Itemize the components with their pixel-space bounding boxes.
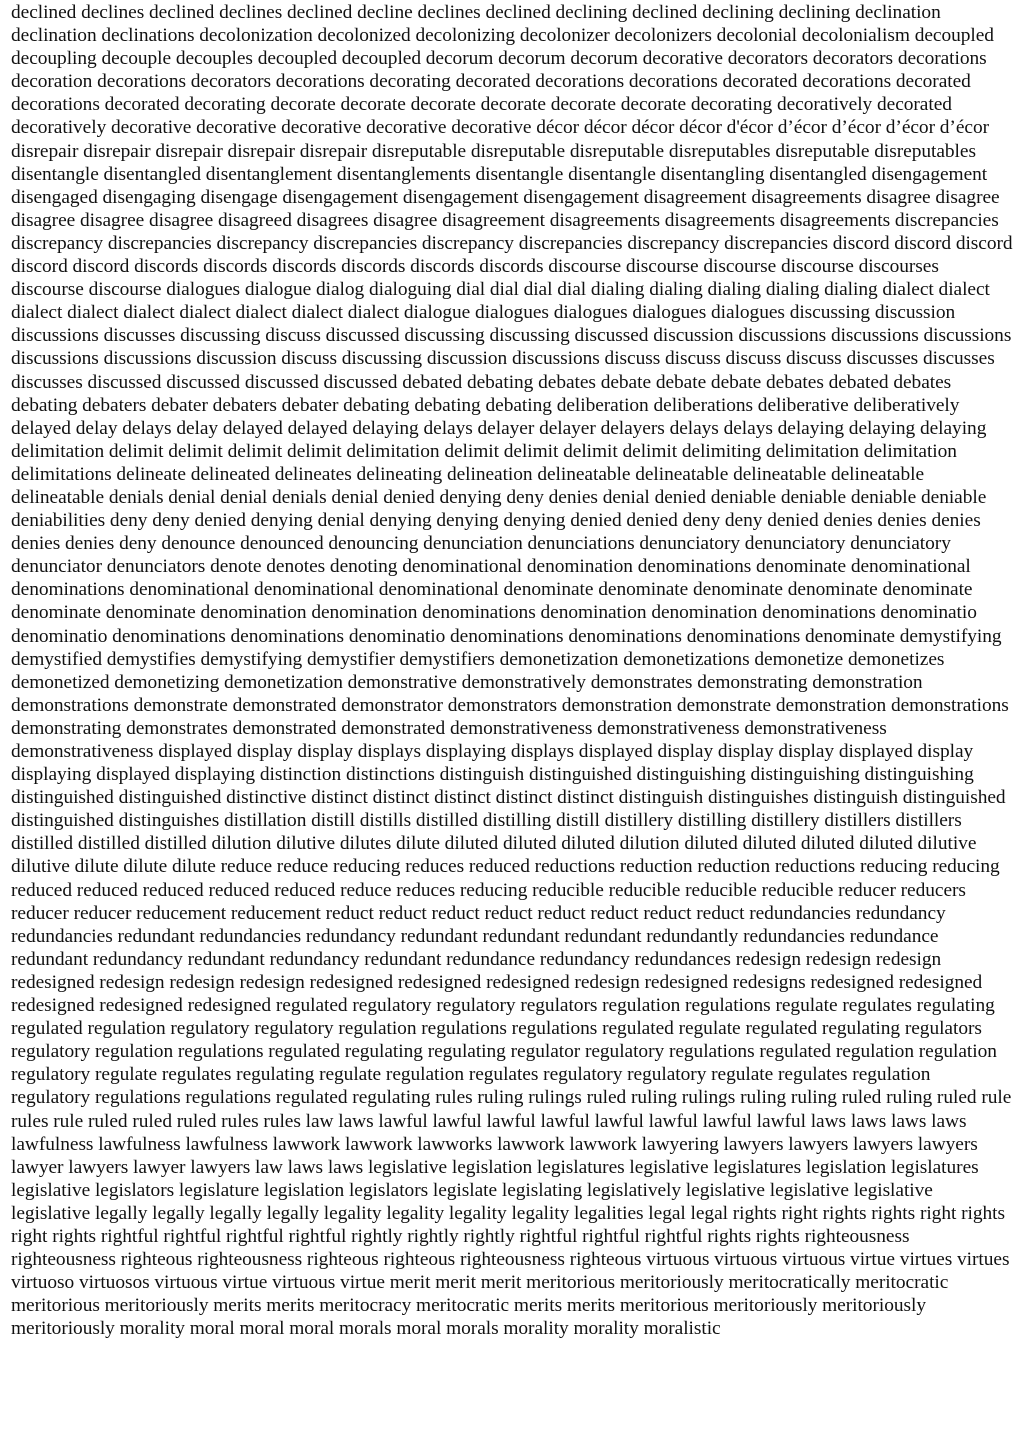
text-line: denunciators denote denotes denoting denominational denomination denominations denominate denominational [106, 556, 971, 578]
text-line: declination declinations decolonization decolonized decolonizing decolonizer decolonizers decolonial decolonialism [11, 25, 910, 47]
text-line: regulated regulating regulators regulatory regulation regulations regulated regulating regulating regulator regulatory [11, 1018, 982, 1063]
text-line: demonstrates demonstrating demonstration demonstrations demonstrate demonstrated demonstrator demonstrators [11, 671, 923, 716]
text-line: discuss discuss discusses discusses discusses discussed discussed discussed discussed debated debating debates debate [11, 348, 995, 393]
text-line: dilutive dilutes dilute diluted diluted diluted dilution diluted diluted diluted diluted dilutive dilutive dilute dilute dilute [11, 833, 977, 878]
text-line: laws laws legislative legislation legislatures legislative legislatures legislation legislatures legislative legislators [11, 1156, 979, 1201]
text-line: lawwork lawworks lawwork lawwork lawyering lawyers lawyers lawyers lawyers lawyer lawyers lawyer lawyers law [11, 1133, 978, 1178]
text-line: denial denied denying deny denies denial denied deniable deniable deniable deniable deniabilities deny deny denied [11, 486, 987, 532]
text-line: denounce denounced denouncing denunciation denunciations denunciatory denunciatory denunciatory denunciator [11, 533, 951, 578]
text-line: regulatory regulatory regulate regulates regulation regulatory regulations regulations regulated regulating rules ruling [11, 1064, 931, 1109]
text-line: demonetizations demonetize demonetizes demonetized demonetizing demonetization demonstrative demonstratively [11, 648, 945, 693]
text-line: redesigned redesigned redesigned redesigned regulated regulatory regulatory regulators regulation regulations regulate [11, 971, 983, 1017]
text-line: disengagement disengagement disagreement disagreements disagree disagree disagree disagree disagree disagreed [11, 186, 1000, 231]
text-line: redundancies redundant redundancies redundancy redundant redundant redundant redundantly redundancies redundance [11, 925, 939, 947]
text-line: dialect dialect dialect dialect dialect dialect dialect dialogue dialogues dialogues dialogues dialogues discussing [11, 302, 870, 324]
text-line: delayer delayers delays delays delaying delaying delaying delimitation delimit delimit delimit delimit delimitation [11, 417, 987, 462]
text-line: rulings ruled ruling rulings ruling ruling ruled ruling ruled rule rules rule ruled ruled ruled rules rules law laws lawful [11, 1087, 1012, 1132]
text-line: disreputable disreputables disreputable disreputables disentangle disentangled disentanglement disentanglements [11, 140, 976, 185]
text-line: denominate denominate denominate denomination denomination denominations denomination denomination [11, 579, 973, 624]
text-line: discussion discussions discusses discussing discuss discussed discussing discussing discussed discussion discussions [11, 302, 956, 347]
text-line: demonstrativeness demonstrativeness demonstrativeness demonstrativeness displayed display display displays displaying [11, 717, 887, 762]
text-line: reducer reducement reducement reduct reduct reduct reduct reduct reduct reduct reduct redundancies redundancy [73, 902, 946, 924]
text-line: discourse dialogues dialogue dialog dialoguing dial dial dial dial dialing dialing dialing dialing dialing dialect dialect [88, 279, 990, 301]
document-body [11, 1, 1014, 1340]
text-line: legally legally legally legality legality legality legality legalities legal legal rights right rights rights right rights right [11, 1202, 1005, 1247]
text-line: disagrees disagree disagreement disagreements disagreements disagreements discrepancies discrepancy discrepancies [11, 209, 999, 254]
text-line: deliberation deliberations deliberative deliberatively delayed delay delays delay delayed delayed delaying delays delayer [11, 394, 960, 439]
text-line: virtues virtues virtuoso virtuosos virtuous virtue virtuous virtue merit merit merit meritorious meritoriously [11, 1249, 1010, 1294]
text-line: denominations denominational denominational denominational denominate denominate denominate denominate [11, 579, 878, 601]
text-line: discrepancy discrepancies discrepancy discrepancies discrepancy discrepancies discord discord discord discord discord [11, 232, 1013, 278]
text-line: reduced reduced reduced reduce reduces reducing reducible reducible reducible reducible reducer reducers reducer [11, 879, 966, 924]
text-line: delimit delimit delimit delimit delimiting delimitation delimitation delimitations delineate delineated delineates [11, 440, 957, 485]
text-line: demonstration demonstrate demonstration demonstrations demonstrating demonstrates demonstrated demonstrated [11, 694, 1009, 739]
text-line: discords discords discords discords discords discords discourse discourse discourse discourse discourses discourse [11, 256, 939, 301]
text-line: denominations denominatio denominatio denominations denominations denominatio denominations denominations [11, 602, 977, 647]
text-line: meritocratically meritocratic meritorious meritoriously merits merits meritocracy meritocratic merits merits meritorious [11, 1272, 949, 1317]
text-line: delineating delineation delineatable delineatable delineatable delineatable delineatable denials denial denial denials [11, 463, 925, 508]
text-line: debate debate debates debated debates debating debaters debater debaters debater debating debating debating [11, 371, 952, 416]
text-line: décor d'écor d’écor d’écor d’écor d’écor disrepair disrepair disrepair disrepair disrepair disreputable disreputable [11, 117, 990, 162]
text-line: distinct distinct distinct distinct distinguish distinguishes distinguish distinguished distinguished distinguishes distillation [11, 787, 1006, 832]
text-line: discussions discussions discussions discussions discussion discuss discussing discussion discussions discuss discuss [11, 325, 1012, 370]
text-line: rights rightful rightful rightful rightful rightly rightly rightly rightful rightful rightful rights rights righteousness [52, 1225, 910, 1247]
text-line: reduce reduce reducing reduces reduced reductions reduction reduction reductions reducing reducing reduced reduced [11, 856, 1000, 901]
text-line: decorated decorations decorated decorations decorated decorating decorate decorate decorate decorate decorate decorate [11, 71, 971, 116]
text-line: disentangle disentangle disentangling disentangled disengagement disengaged disengaging disengage disengagement [11, 163, 988, 208]
text-line: decorators decorations decoration decorations decorators decorations decorating decorated decorations decorations [11, 48, 987, 93]
text-line: displays displayed display display display displayed display displaying displayed displaying distinction distinctions [11, 741, 974, 786]
text-line: righteousness righteous righteousness righteous righteous righteousness righteous virtuous virtuous virtuous virtue [11, 1249, 895, 1271]
text-line: distinguish distinguished distinguishing distinguishing distinguishing distinguished distinguished distinctive distinct [11, 764, 974, 809]
text-line: distill distills distilled distilling distill distillery distilling distillery distillers distillers distilled distilled distilled dilution [11, 810, 962, 855]
text-line: meritoriously meritoriously meritoriously morality moral moral moral morals moral morals morality morality moralistic [11, 1295, 926, 1340]
text-line: legislature legislation legislators legislate legislating legislatively legislative legislative legislative legislative legally [11, 1179, 933, 1224]
text-line: declined declines declined declines declined decline declines declined declining declined declining declining declination [11, 2, 941, 23]
text-line: redundant redundancy redundant redundancy redundant redundance redundancy redundances redesign redesign redesign [11, 948, 942, 970]
text-line: regulates regulating regulated regulation regulatory regulatory regulation regulations regulations regulated regulate [11, 995, 995, 1040]
text-line: regulations regulated regulation regulation regulatory regulate regulates regulating regulate regulation regulates [11, 1041, 997, 1086]
text-line: denying denial denying denying denying denied denied deny deny denied denies denies denies denies denies deny [11, 510, 981, 555]
text-line: decorating decoratively decorated decoratively decorative decorative decorative decorative decorative décor décor décor [11, 94, 952, 139]
text-line: redesigned redesign redesign redesign redesigned redesigned redesigned redesign redesigned redesigns redesigned [11, 971, 894, 993]
text-line: denominations denominate demystifying demystified demystifies demystifying demystifier demystifiers demonetization [11, 625, 1002, 670]
text-line: decoupled decoupling decouple decouples decoupled decoupled decorum decorum decorum decorative decorators [11, 25, 994, 70]
text-line: lawful lawful lawful lawful lawful lawful lawful laws laws laws laws lawfulness lawfulness lawfulness lawwork [11, 1110, 967, 1155]
